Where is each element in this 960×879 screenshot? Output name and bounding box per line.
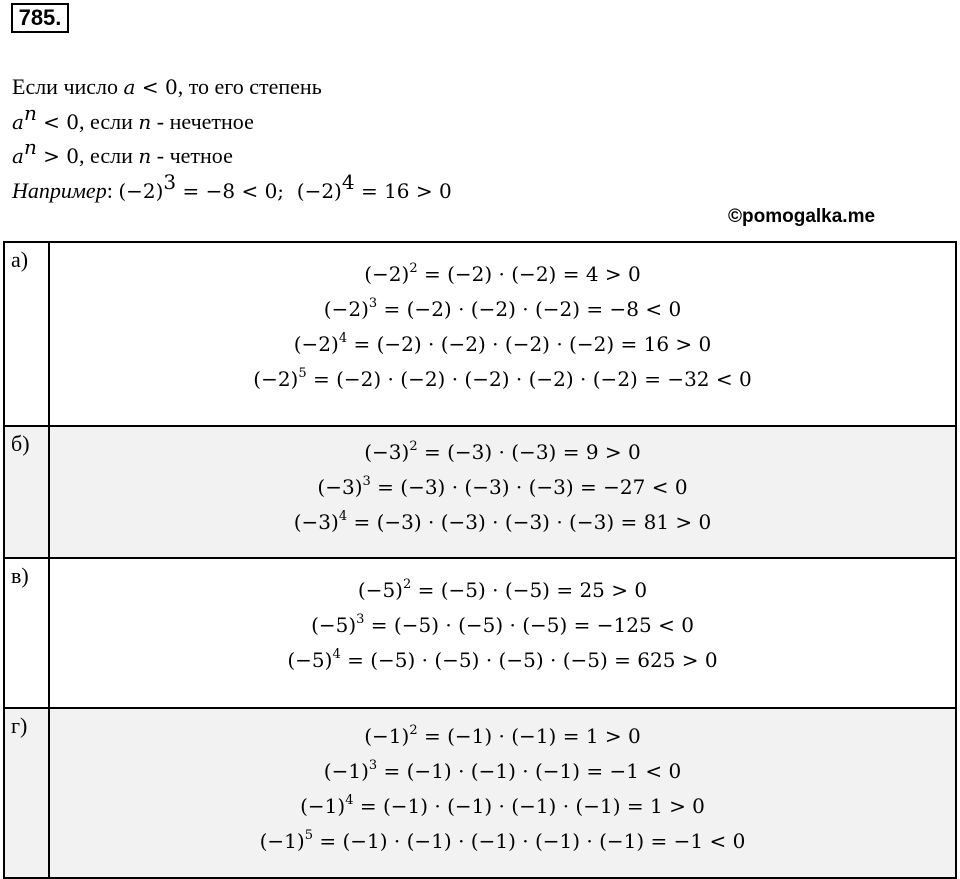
intro-line-2-var: n: [138, 109, 152, 134]
part-label: б): [4, 426, 49, 558]
intro-line-1-text: Если число: [12, 74, 124, 99]
intro-line-2-tail: - нечетное: [151, 108, 254, 134]
equation-exponent: 2: [409, 439, 418, 454]
equation-base: (−5): [357, 578, 403, 602]
equation-line: [50, 608, 955, 643]
part-equations: [49, 242, 956, 426]
intro-line-1: [12, 70, 452, 105]
equation-base: (−3): [293, 510, 339, 534]
intro-line-2-text: , если: [79, 108, 139, 134]
intro-line-3-rel: > 0: [36, 144, 80, 168]
intro-line-3-text: , если: [79, 143, 139, 168]
equation-rest: = (−2) · (−2) = 4 > 0: [417, 262, 641, 286]
intro-line-3-exp: n: [23, 135, 37, 159]
equation-exponent: 2: [409, 723, 418, 738]
equation-rest: = (−1) · (−1) · (−1) · (−1) · (−1) = −1 < 0: [313, 829, 746, 853]
equation-exponent: 4: [338, 509, 348, 524]
equation-exponent: 5: [304, 828, 313, 843]
solution-row: [4, 426, 956, 558]
equation-line: [50, 573, 955, 608]
equation-rest: = (−2) · (−2) · (−2) = −8 < 0: [377, 297, 682, 321]
problem-number: 785.: [11, 3, 69, 33]
solution-row: [4, 558, 956, 708]
solution-table: [3, 241, 957, 879]
equation-exponent: 3: [362, 474, 371, 489]
equation-base: (−3): [317, 475, 363, 499]
example-2-rest: = 16 > 0: [354, 178, 452, 203]
example-1-base: (−2): [118, 178, 164, 203]
equation-rest: = (−2) · (−2) · (−2) · (−2) = 16 > 0: [347, 332, 712, 356]
equation-line: [50, 719, 955, 754]
equation-line: [50, 362, 955, 397]
equation-exponent: 2: [402, 577, 412, 592]
example-1-rest: = −8 < 0;: [176, 178, 297, 203]
intro-line-3-var: n: [138, 144, 152, 168]
equation-rest: = (−5) · (−5) · (−5) = −125 < 0: [364, 613, 694, 637]
solution-row: [4, 242, 956, 426]
equation-exponent: 4: [338, 331, 348, 346]
intro-line-3: [12, 135, 452, 174]
equation-line: [50, 327, 955, 362]
example-colon: :: [106, 177, 119, 203]
intro-line-1-var: a: [123, 75, 136, 99]
equation-base: (−1): [323, 759, 369, 783]
part-label: в): [4, 558, 49, 708]
equation-exponent: 3: [368, 296, 378, 311]
part-equations: [49, 708, 956, 878]
watermark: ©pomogalka.me: [728, 206, 876, 227]
intro-line-1-cond: < 0: [135, 75, 178, 99]
intro-line-3-base: a: [12, 144, 24, 168]
equation-base: (−1): [259, 829, 305, 853]
intro-line-1-tail: , то его степень: [177, 74, 322, 99]
equation-base: (−5): [287, 648, 333, 672]
example-1-exp: 3: [163, 169, 177, 194]
equation-exponent: 3: [368, 758, 378, 773]
equation-base: (−5): [311, 613, 357, 637]
equation-rest: = (−3) · (−3) · (−3) · (−3) = 81 > 0: [347, 510, 712, 534]
equation-line: [50, 754, 955, 789]
equation-rest: = (−1) · (−1) · (−1) · (−1) = 1 > 0: [353, 794, 705, 818]
equation-exponent: 2: [409, 261, 418, 276]
equation-line: [50, 435, 955, 470]
part-label: г): [4, 708, 49, 878]
equation-rest: = (−1) · (−1) · (−1) = −1 < 0: [377, 759, 682, 783]
intro-text: [12, 70, 452, 208]
equation-rest: = (−3) · (−3) · (−3) = −27 < 0: [370, 475, 688, 499]
equation-rest: = (−5) · (−5) · (−5) · (−5) = 625 > 0: [340, 648, 718, 672]
equation-line: [50, 824, 955, 859]
part-equations: [49, 558, 956, 708]
example-2-exp: 4: [341, 169, 355, 194]
equation-line: [50, 643, 955, 678]
intro-line-2-rel: < 0: [36, 109, 80, 134]
solution-row: [4, 708, 956, 878]
equation-exponent: 4: [345, 793, 354, 808]
intro-line-3-tail: - четное: [151, 143, 233, 168]
equation-line: [50, 257, 955, 292]
equation-rest: = (−5) · (−5) = 25 > 0: [411, 578, 648, 602]
equation-exponent: 4: [332, 647, 341, 662]
example-label: Например: [12, 177, 107, 203]
equation-line: [50, 292, 955, 327]
part-label: а): [4, 242, 49, 426]
intro-example: [12, 169, 452, 209]
equation-base: (−1): [364, 724, 410, 748]
equation-base: (−1): [300, 794, 346, 818]
intro-line-2: [12, 100, 452, 140]
equation-base: (−2): [323, 297, 369, 321]
equation-base: (−2): [364, 262, 410, 286]
equation-rest: = (−1) · (−1) = 1 > 0: [417, 724, 641, 748]
intro-line-2-exp: n: [23, 100, 37, 125]
example-2-base: (−2): [296, 178, 342, 203]
equation-exponent: 3: [356, 612, 365, 627]
part-equations: [49, 426, 956, 558]
equation-exponent: 5: [298, 366, 307, 381]
equation-rest: = (−2) · (−2) · (−2) · (−2) · (−2) = −32 < 0: [306, 367, 752, 391]
equation-base: (−3): [364, 440, 410, 464]
equation-base: (−2): [293, 332, 339, 356]
equation-base: (−2): [253, 367, 299, 391]
equation-line: [50, 505, 955, 540]
equation-line: [50, 470, 955, 505]
equation-rest: = (−3) · (−3) = 9 > 0: [417, 440, 641, 464]
equation-line: [50, 789, 955, 824]
intro-line-2-base: a: [12, 109, 24, 134]
